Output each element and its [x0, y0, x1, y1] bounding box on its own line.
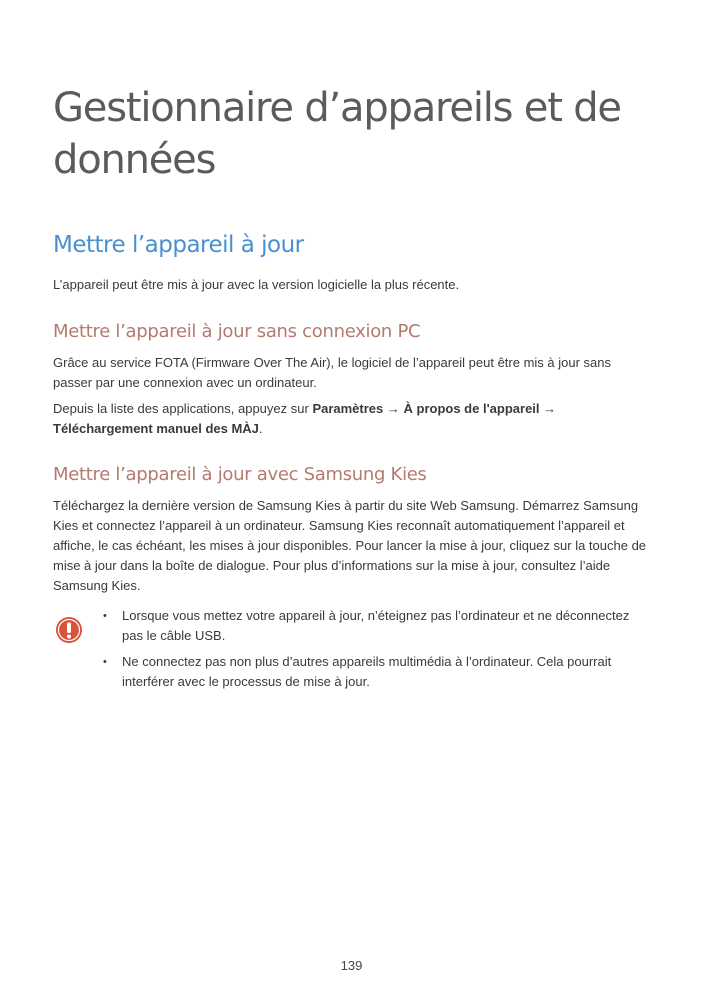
fota-paragraph: Grâce au service FOTA (Firmware Over The Air), le logiciel de l’appareil peut être mis à jour sans passer par une connexion avec un ordinateur.: [53, 355, 612, 390]
fota-instructions: [53, 399, 648, 439]
kies-paragraph: Téléchargez la dernière version de Samsung Kies à partir du site Web Samsung. Démarrez Samsung Kies et connectez l’appareil à un ordinateur. Samsung Kies reconnaît automatiquement l’appareil et affiche, le cas échéant, les mises à jour disponibles. Pour lancer la mise à jour, cliquez sur la touche de mise à jour dans la boîte de dialogue. Pour plus d’informations sur la mise à jour, consultez l’aide Samsung Kies.: [53, 498, 647, 593]
menu-path-manual-update: Téléchargement manuel des MÀJ: [53, 421, 259, 436]
menu-path-settings: Paramètres: [312, 401, 384, 416]
menu-path-about-device: À propos de l'appareil: [403, 401, 540, 416]
arrow-icon: →: [386, 401, 400, 416]
instructions-suffix: .: [258, 421, 263, 436]
page-title: Gestionnaire d’appareils et de données: [53, 85, 621, 183]
caution-box: [53, 606, 653, 706]
kies-heading: Mettre l’appareil à jour avec Samsung Kies: [53, 464, 427, 485]
caution-item: • Ne connectez pas non plus d’autres appareils multimédia à l’ordinateur. Cela pourrait interférer avec le processus de mise à jour.: [103, 652, 651, 692]
caution-item: • Lorsque vous mettez votre appareil à jour, n’éteignez pas l’ordinateur et ne déconnectez pas le câble USB.: [103, 606, 651, 646]
page-number: 139: [340, 958, 363, 973]
caution-list: [103, 606, 651, 698]
section-intro: L’appareil peut être mis à jour avec la version logicielle la plus récente.: [53, 277, 460, 292]
section-heading: Mettre l’appareil à jour: [53, 232, 304, 258]
instructions-prefix: Depuis la liste des applications, appuyez sur: [53, 401, 313, 416]
warning-icon: [55, 616, 83, 644]
fota-heading: Mettre l’appareil à jour sans connexion PC: [53, 321, 421, 342]
arrow-icon: →: [543, 401, 557, 416]
